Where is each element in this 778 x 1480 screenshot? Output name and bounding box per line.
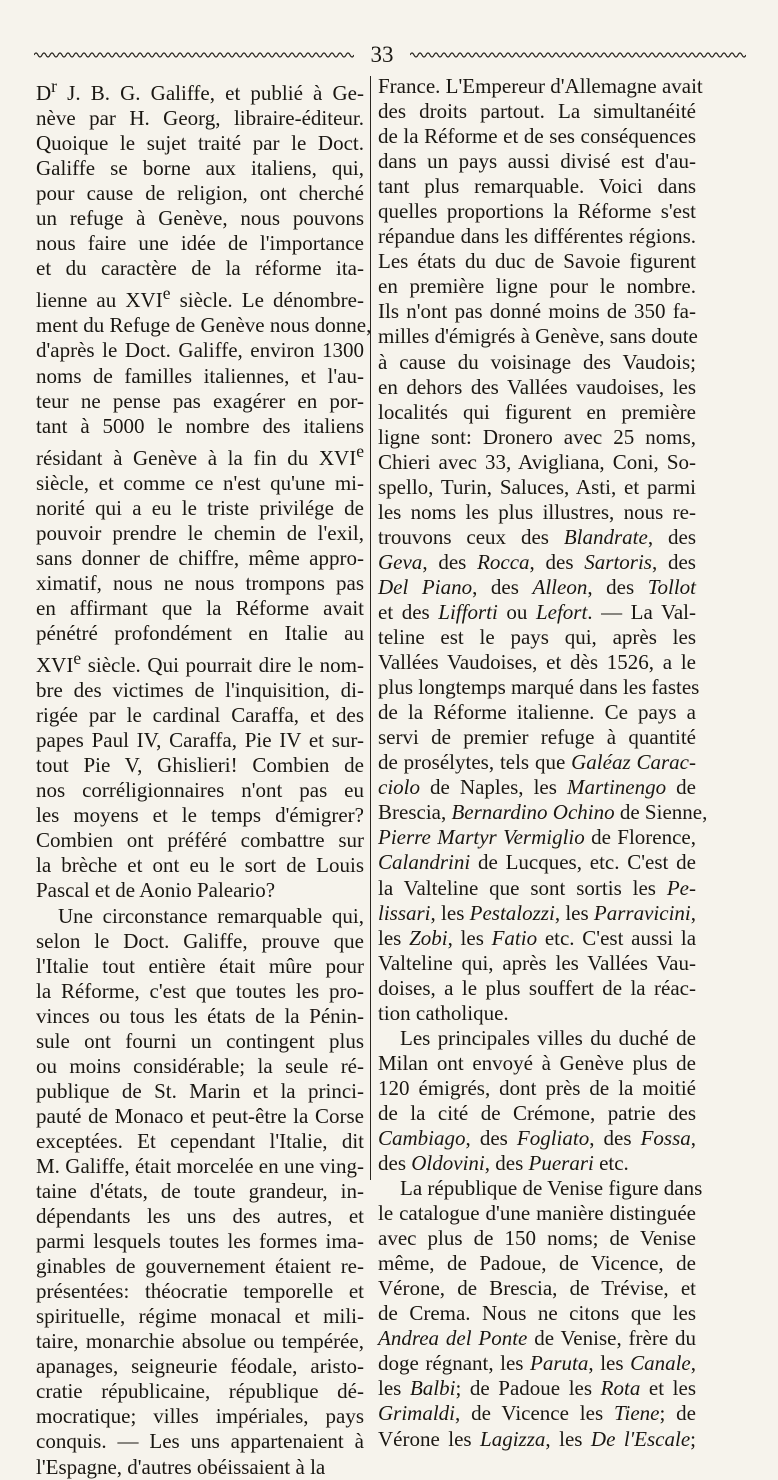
left-column-text-line: ou moins considérable; la seule ré- [36,1053,364,1078]
left-column-text-line: cratie républicaine, république dé- [36,1379,364,1404]
right-column-text-line: les Balbi; de Padoue les Rota et les [378,1376,697,1401]
right-column-text-line: de Crema. Nous ne citons que les [378,1301,696,1326]
left-column-text-line: pouvoir prendre le chemin de l'exil, [36,520,364,545]
right-column-text-line: doge régnant, les Paruta, les Canale, [378,1351,697,1376]
right-column-text-line: Vérone, de Brescia, de Trévise, et [378,1276,696,1301]
right-column-text-line: répandue dans les différentes régions. [378,224,696,249]
left-column-text-line: M. Galiffe, était morcelée en une ving- [36,1153,364,1178]
right-column-text-line: Del Piano, des Alleon, des Tollot [378,574,697,599]
left-column-text-line: papes Paul IV, Caraffa, Pie IV et sur- [36,728,364,753]
left-column-text-line: Pascal et de Aonio Paleario? [36,878,276,903]
right-column-text-line: Calandrini de Lucques, etc. C'est de [378,850,696,875]
left-column-text-line: lienne au XVIe siècle. Le dénombre- [36,283,364,313]
left-column-text-line: Combien ont préféré combattre sur [36,828,364,853]
right-column-text-line: 120 émigrés, dont près de la moitié [378,1075,696,1100]
right-column-text-line: de prosélytes, tels que Galéaz Carac- [378,750,696,775]
left-column-text-line: publique de St. Marin et la princi- [36,1078,364,1103]
left-column-text-line: rigée par le cardinal Caraffa, et des [36,703,364,728]
right-column-text-line: de la cité de Crémone, patrie des [378,1100,696,1125]
right-column-text-line: Geva, des Rocca, des Sartoris, des [378,549,696,574]
right-column-text-line: quelles proportions la Réforme s'est [378,199,696,224]
right-column-text-line: en dehors des Vallées vaudoises, les [378,374,696,399]
right-column-text-line: spello, Turin, Saluces, Asti, et parmi [378,474,696,499]
left-text-column [36,74,372,1480]
right-column-text-line: Vallées Vaudoises, et dès 1526, a le [378,650,696,675]
left-column-text-line: $D^r$ J. B. G. Galiffe, et publié à Ge- [36,76,364,105]
left-column-text-line: norité qui a eu le triste privilége de [36,495,364,520]
right-column-text-line: Les états du duc de Savoie figurent [378,249,696,274]
page-header [34,42,746,72]
right-column-text-line: Andrea del Ponte de Venise, frère du [378,1326,696,1351]
left-column-text-line: Quoique le sujet traité par le Doct. [36,131,364,156]
left-column-text-line: siècle, et comme ce n'est qu'une mi- [36,470,364,495]
left-column-text-line: pauté de Monaco et peut-être la Corse [36,1103,364,1128]
right-column-text-line: Pierre Martyr Vermiglio de Florence, [378,825,697,850]
left-column-text-line: pénétré profondément en Italie au [36,620,364,645]
left-column-text-line: apanages, seigneurie féodale, aristo- [36,1354,364,1379]
right-column-text-line: Les principales villes du duché de [400,1025,696,1050]
left-column-text-line: exceptées. Et cependant l'Italie, dit [36,1128,364,1153]
left-column-text-line: et du caractère de la réforme ita- [36,256,364,281]
left-column-text-line: la brèche et ont eu le sort de Louis [36,853,364,878]
right-column-text-line: les Zobi, les Fatio etc. C'est aussi la [378,925,697,950]
left-column-text-line: spirituelle, régime monacal et mili- [36,1304,364,1329]
right-column-text-line: de la Réforme italienne. Ce pays a [378,700,696,725]
ornamental-rule-right [410,51,746,59]
right-column-text-line: en première ligne pour le nombre. [378,274,696,299]
right-column-text-line: de la Réforme et de ses conséquences [378,124,696,149]
left-column-text-line: ginables de gouvernement étaient re- [36,1254,364,1279]
left-column-text-line: résidant à Genève à la fin du XVIe [36,440,364,470]
right-column-text-line: Brescia, Bernardino Ochino de Sienne, [378,800,708,825]
left-column-text-line: un refuge à Genève, nous pouvons [36,206,364,231]
left-column-text-line: noms de familles italiennes, et l'au- [36,363,364,388]
left-column-text-line: vinces ou tous les états de la Pénin- [36,1003,364,1028]
left-column-text-line: selon le Doct. Galiffe, prouve que [36,928,364,953]
right-column-text-line: France. L'Empereur d'Allemagne avait [378,74,703,98]
left-column-text-line: taire, monarchie absolue ou tempérée, [36,1329,364,1354]
left-column-text-line: parmi lesquels toutes les formes ima- [36,1229,364,1254]
right-column-text-line: ligne sont: Dronero avec 25 noms, [378,424,696,449]
left-column-text-line: teur ne pense pas exagérer en por- [36,388,364,413]
right-column-text-line: Grimaldi, de Vicence les Tiene; de [378,1401,696,1426]
right-column-text-line: tion catholique. [378,1000,509,1025]
left-column-text-line: dépendants les uns des autres, et [36,1204,364,1229]
right-column-text-line: milles d'émigrés à Genève, sans doute [378,324,698,349]
left-column-text-line: nous faire une idée de l'importance [36,231,364,256]
left-column-text-line: sans donner de chiffre, même appro- [36,545,364,570]
right-column-text-line: ciolo de Naples, les Martinengo de [378,775,696,800]
left-column-text-line: les moyens et le temps d'émigrer? [36,803,364,828]
left-column-text-line: en affirmant que la Réforme avait [36,595,364,620]
left-column-text-line: taine d'états, de toute grandeur, in- [36,1179,364,1204]
left-column-text-line: présentées: théocratie temporelle et [36,1279,364,1304]
right-column-text-line: Milan ont envoyé à Genève plus de [378,1050,696,1075]
left-column-text-line: l'Espagne, d'autres obéissaient à la [36,1454,326,1479]
right-column-text-line: le catalogue d'une manière distinguée [378,1201,696,1226]
left-column-text-line: XVIe siècle. Qui pourrait dire le nom- [36,648,364,678]
left-column-text-line: bre des victimes de l'inquisition, di- [36,678,364,703]
left-column-text-line: l'Italie tout entière était mûre pour [36,953,364,978]
left-column-text-line: pour cause de religion, ont cherché [36,181,364,206]
right-column-text-line: Cambiago, des Fogliato, des Fossa, [378,1125,697,1150]
right-column-text-line: Vérone les Lagizza, les De l'Escale; [378,1426,696,1451]
right-column-text-line: les noms les plus illustres, nous re- [378,499,696,524]
right-column-text-line: servi de premier refuge à quantité [378,725,696,750]
right-column-text-line: des droits partout. La simultanéité [378,99,696,124]
right-column-text-line: même, de Padoue, de Vicence, de [378,1251,696,1276]
right-column-text-line: dans un pays aussi divisé est d'au- [378,149,696,174]
page-number: 33 [370,42,394,67]
right-column-text-line: avec plus de 150 noms; de Venise [378,1226,696,1251]
right-column-text-line: tant plus remarquable. Voici dans [378,174,696,199]
right-column-text-line: des Oldovini, des Puerari etc. [378,1151,629,1176]
left-column-text-line: ximatif, nous ne nous trompons pas [36,570,364,595]
right-column-text-line: la Valteline que sont sortis les Pe- [378,875,696,900]
ornamental-rule-left [34,51,354,59]
right-column-text-line: Ils n'ont pas donné moins de 350 fa- [378,299,696,324]
left-column-text-line: d'après le Doct. Galiffe, environ 1300 [36,338,364,363]
left-column-text-line: mocratique; villes impériales, pays [36,1404,364,1429]
right-column-text-line: La république de Venise figure dans [400,1176,703,1201]
left-column-text-line: nève par H. Georg, libraire-éditeur. [36,106,364,131]
left-column-text-line: la Réforme, c'est que toutes les pro- [36,978,364,1003]
right-column-text-line: et des Lifforti ou Lefort. — La Val- [378,599,696,624]
left-column-text-line: sule ont fourni un contingent plus [36,1028,364,1053]
right-column-text-line: teline est le pays qui, après les [378,625,696,650]
right-column-text-line: à cause du voisinage des Vaudois; [378,349,696,374]
right-column-text-line: localités qui figurent en première [378,399,696,424]
right-column-text-line: doises, a le plus souffert de la réac- [378,975,696,1000]
left-column-text-line: ment du Refuge de Genève nous donne, [36,313,372,338]
left-column-text-line: nos corréligionnaires n'ont pas eu [36,778,364,803]
right-column-text-line: Valteline qui, après les Vallées Vau- [378,950,696,975]
right-text-column [378,74,708,1452]
left-column-text-line: conquis. — Les uns appartenaient à [36,1429,364,1454]
left-column-text-line: Une circonstance remarquable qui, [58,903,364,928]
right-column-text-line: plus longtemps marqué dans les fastes [378,675,700,700]
right-column-text-line: trouvons ceux des Blandrate, des [378,524,696,549]
left-column-text-line: tout Pie V, Ghislieri! Combien de [36,753,364,778]
right-column-text-line: lissari, les Pestalozzi, les Parravicini, [378,900,696,925]
left-column-text-line: tant à 5000 le nombre des italiens [36,413,364,438]
column-divider [370,76,371,1180]
right-column-text-line: Chieri avec 33, Avigliana, Coni, So- [378,449,696,474]
left-column-text-line: Galiffe se borne aux italiens, qui, [36,156,364,181]
